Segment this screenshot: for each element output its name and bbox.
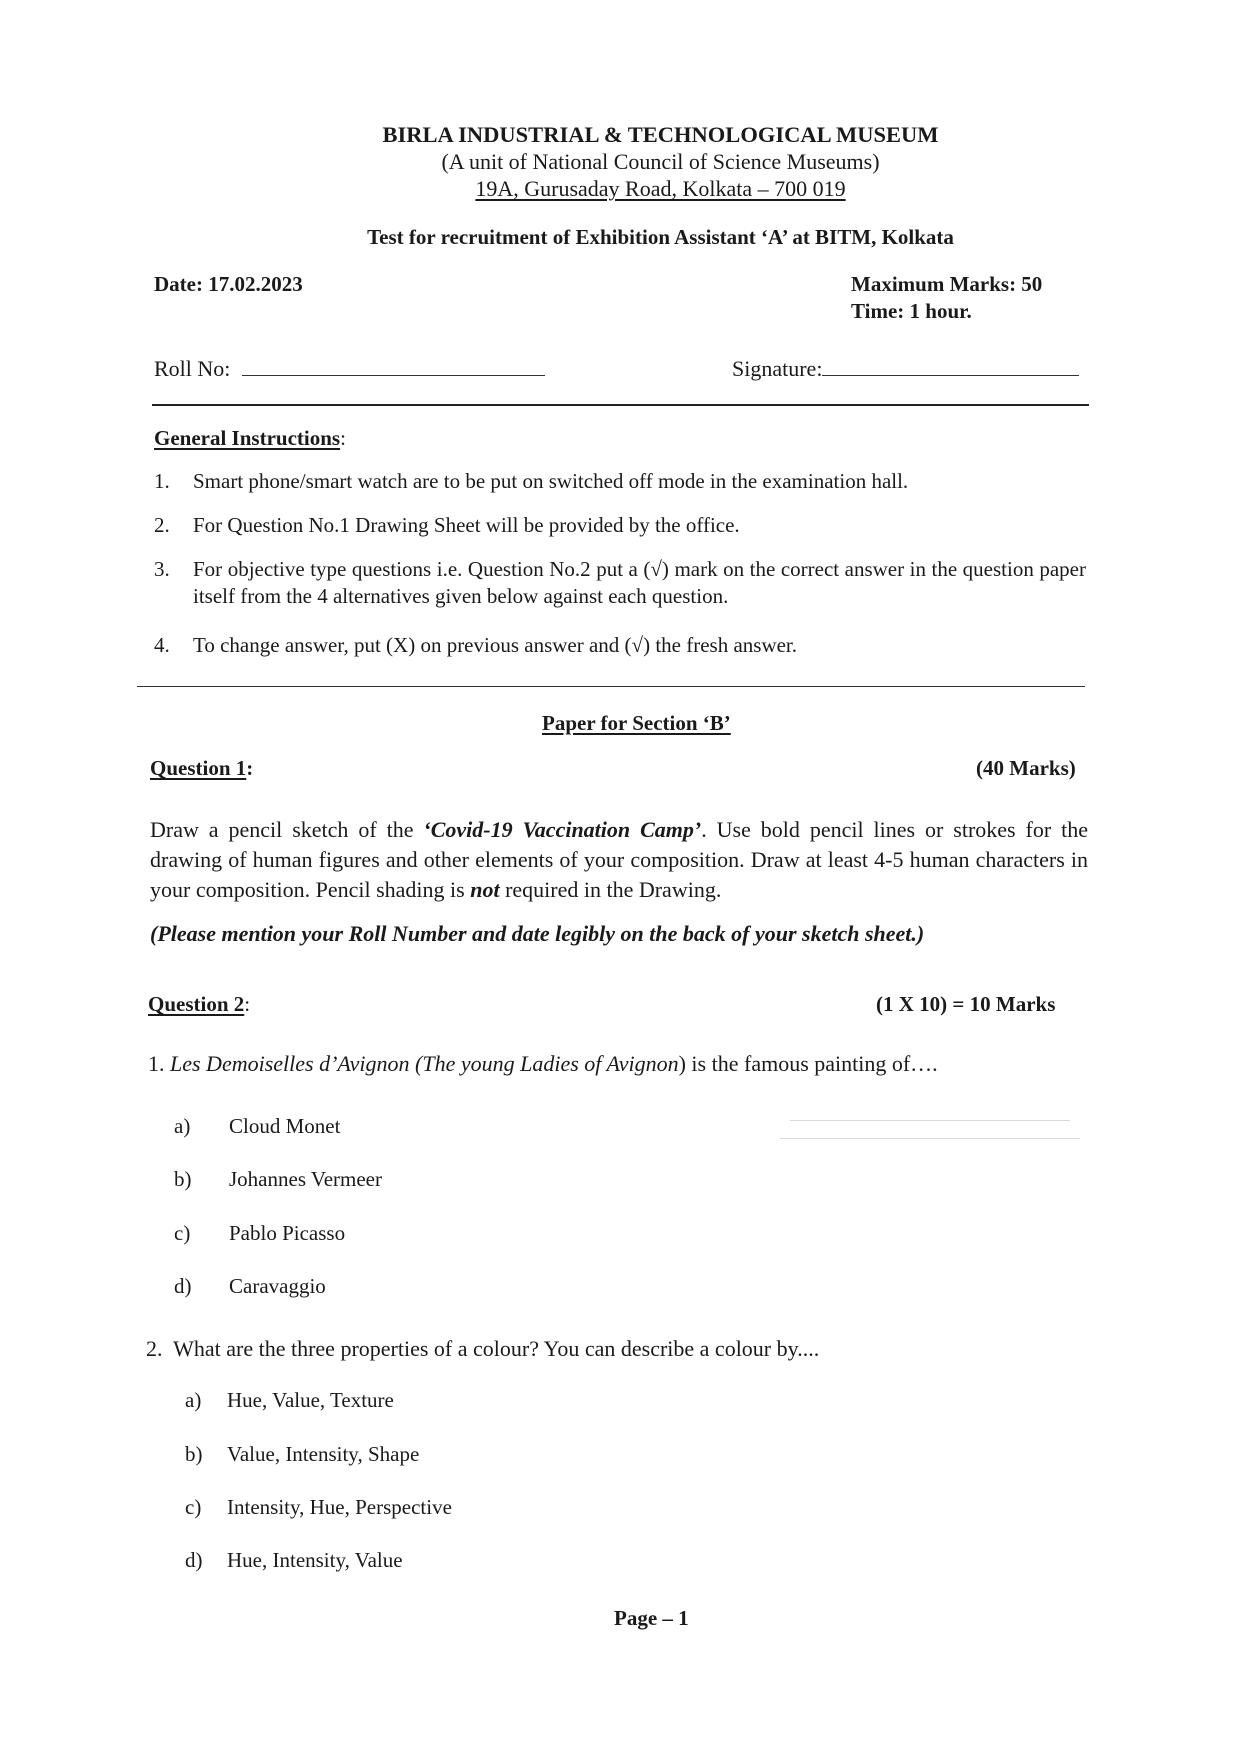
- header-divider: [152, 404, 1089, 406]
- scan-artifact: [780, 1138, 1080, 1139]
- instruction-item: 4. To change answer, put (X) on previous answer and (√) the fresh answer.: [154, 633, 798, 657]
- signature-label: Signature:: [732, 356, 823, 381]
- instruction-item: 3. For objective type questions i.e. Question No.2 put a (√) mark on the correct answer in the question paper itself from the 4 alternatives given below against each question.: [154, 557, 1086, 608]
- instruction-item: 1. Smart phone/smart watch are to be put on switched off mode in the examination hall.: [154, 469, 909, 493]
- question-1-marks: (40 Marks): [976, 756, 1076, 780]
- exam-duration: Time: 1 hour.: [851, 299, 972, 323]
- question-1-body: Draw a pencil sketch of the ‘Covid-19 Vaccination Camp’. Use bold pencil lines or strokes for the drawing of human figures and other elements of your composition. Draw at least 4-5 human characters in your composition. Pencil shading is not required in the Drawing.: [150, 817, 1088, 902]
- page-number: Page – 1: [614, 1606, 689, 1630]
- question-1-label: Question 1:: [150, 756, 254, 780]
- signature-blank-line[interactable]: [822, 374, 1079, 376]
- mcq-question-1: 1. Les Demoiselles d’Avignon (The young Ladies of Avignon) is the famous painting of….: [148, 1051, 938, 1076]
- institution-subtitle: (A unit of National Council of Science Museums): [441, 149, 880, 174]
- maximum-marks: Maximum Marks: 50: [851, 272, 1043, 296]
- test-title: Test for recruitment of Exhibition Assistant ‘A’ at BITM, Kolkata: [367, 225, 954, 249]
- mcq-question-2: 2. What are the three properties of a colour? You can describe a colour by....: [146, 1336, 820, 1361]
- section-title: Paper for Section ‘B’: [542, 711, 731, 735]
- exam-paper-page: BIRLA INDUSTRIAL & TECHNOLOGICAL MUSEUM (A unit of National Council of Science Museums) 19A, Gurusaday Road, Kolkata – 700 019 Test for recruitment of Exhibition Assistant ‘A’ at BITM, Kolkata Date: 17.02.2023 Maximum Marks: 50 Time: 1 hour. Roll No: Signature: General Instructions: 1. Smart phone/smart watch are to be put on switched off mode in the examination hall. 2. For Question No.1 Drawing Sheet will be provided by the office. 3. For objective type questions i.e. Question No.2 put a (√) mark on the correct answer in the question paper itself from the 4 alternatives given below against each question. 4. To change answer, put (X) on previous answer and (√) the fresh answer. Paper for Section ‘B’ Question 1: (40 Marks) Draw a pencil sketch of the ‘Covid-19 Vaccination Camp’. Use bold pencil lines or strokes for the drawing of human figures and other elements of your composition. Draw at least 4-5 human characters in your composition. Pencil shading is not required in the Drawing. (Please mention your Roll Number and date legibly on the back of your sketch sheet.) Question 2: (1 X 10) = 10 Marks 1. Les Demoiselles d’Avignon (The young Ladies of Avignon) is the famous painting of…. a) Cloud Monet b) Johannes Vermeer c) Pablo Picasso d) Caravaggio 2. What are the three properties of a colour? You can describe a colour by.... a) Hue, Value, Texture b) Value, Intensity, Shape c) Intensity, Hue, Perspective d) Hue, Intensity, Value Page – 1: [0, 0, 1241, 1754]
- roll-no-label: Roll No:: [154, 356, 231, 381]
- exam-date: Date: 17.02.2023: [154, 272, 303, 296]
- roll-no-field[interactable]: [154, 356, 545, 382]
- question-2-marks: (1 X 10) = 10 Marks: [876, 992, 1056, 1016]
- institution-address: 19A, Gurusaday Road, Kolkata – 700 019: [475, 176, 846, 201]
- instructions-heading: General Instructions:: [154, 426, 346, 450]
- scan-artifact: [790, 1120, 1070, 1121]
- signature-field[interactable]: [732, 356, 1079, 382]
- institution-name: BIRLA INDUSTRIAL & TECHNOLOGICAL MUSEUM: [382, 122, 939, 147]
- instruction-item: 2. For Question No.1 Drawing Sheet will be provided by the office.: [154, 513, 740, 537]
- instructions-divider: [137, 686, 1085, 687]
- question-1-note: (Please mention your Roll Number and date legibly on the back of your sketch sheet.): [150, 921, 925, 946]
- question-2-label: Question 2:: [148, 992, 251, 1016]
- roll-no-blank-line[interactable]: [242, 374, 545, 376]
